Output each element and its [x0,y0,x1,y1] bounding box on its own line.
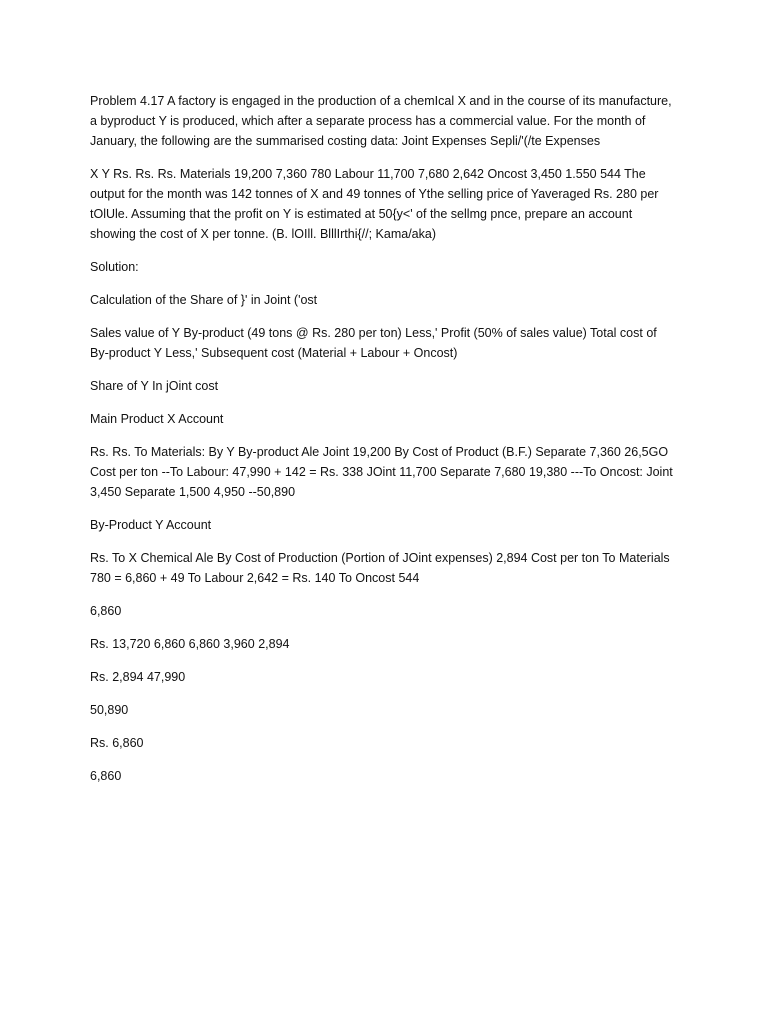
figure-line: Rs. 13,720 6,860 6,860 3,960 2,894 [90,637,290,651]
main-product-account: Rs. Rs. To Materials: By Y By-product Ale Joint 19,200 By Cost of Product (B.F.) Separate 7,360 26,5GO Cost per ton --To Labour: 47,990 + 142 = Rs. 338 JOint 11,700 Separate 7,680 19,380 ---To Oncost: Joint 3,450 Separate 1,500 4,950 --50,890 [90,445,673,499]
by-product-account: Rs. To X Chemical Ale By Cost of Production (Portion of JOint expenses) 2,894 Cost per ton To Materials 780 = 6,860 + 49 To Labour 2,642 = Rs. 140 To Oncost 544 [90,551,670,585]
solution-heading: Solution: [90,260,139,274]
document-page [90,91,678,799]
figure-line: Rs. 2,894 47,990 [90,670,186,684]
main-product-heading: Main Product X Account [90,412,224,426]
by-product-heading: By-Product Y Account [90,518,212,532]
share-of-y-line: Share of Y In jOint cost [90,379,219,393]
figure-line: 6,860 [90,604,122,618]
problem-statement: Problem 4.17 A factory is engaged in the production of a chemIcal X and in the course of its manufacture, a byproduct Y is produced, which after a separate process has a commercial value. For the month of January, the following are the summarised costing data: Joint Expenses Sepli/'(/te Expenses [90,94,672,148]
cost-data-paragraph: X Y Rs. Rs. Rs. Materials 19,200 7,360 780 Labour 11,700 7,680 2,642 Oncost 3,450 1.550 544 The output for the month was 142 tonnes of X and 49 tonnes of Ythe selling price of Yaveraged Rs. 280 per tOlUle. Assuming that the profit on Y is estimated at 50{y<' of the sellmg pnce, prepare an account showing the cost of X per tonne. (B. lOIll. BlllIrthi{//; Kama/aka) [90,167,659,241]
figure-line: Rs. 6,860 [90,736,144,750]
figure-line: 50,890 [90,703,129,717]
figure-line: 6,860 [90,769,122,783]
sales-value-paragraph: Sales value of Y By-product (49 tons @ Rs. 280 per ton) Less,' Profit (50% of sales value) Total cost of By-product Y Less,' Subsequent cost (Material + Labour + Oncost) [90,326,657,360]
joint-cost-share-heading: Calculation of the Share of }' in Joint ('ost [90,293,318,307]
